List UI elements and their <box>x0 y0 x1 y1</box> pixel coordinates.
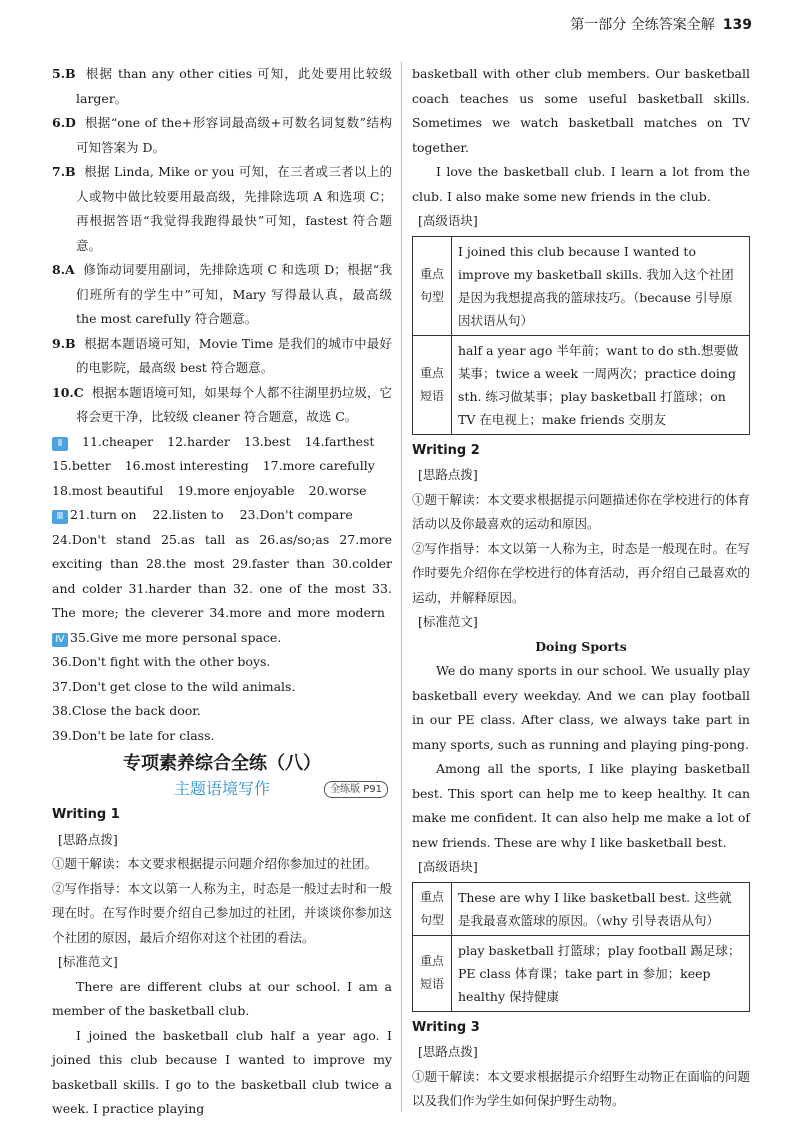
writing3-title: Writing 3 <box>412 1019 480 1035</box>
table-row <box>413 335 750 434</box>
essay-title: Doing Sports <box>535 638 627 654</box>
writing1-title: Writing 1 <box>52 807 120 822</box>
writing3-tip-1: ①题干解读：本文要求根据提示介绍野生动物正在面临的问题以及我们作为学生如何保护野生动物。 <box>412 1068 750 1108</box>
part4-line-39: 39.Don't be late for class. <box>52 727 215 743</box>
table-value: I joined this club because I wanted to improve my basketball skills. 我加入这个社团是因为我想提高我的篮球技巧。（because 引导原因状语从句） <box>452 236 750 335</box>
part4-badge: Ⅳ <box>52 633 68 647</box>
answer-item-5: 5.B 根据 than any other cities 可知，此处要用比较级 larger。 <box>52 66 392 106</box>
table-value: play basketball 打篮球；play football 踢足球；PE class 体育课；take part in 参加；keep healthy 保持健康 <box>452 935 750 1011</box>
writing1-advanced-label: [高级语块] <box>418 213 478 228</box>
right-column <box>412 62 750 1114</box>
table-row <box>413 935 750 1011</box>
writing1-para-1: There are different clubs at our school. I am a member of the basketball club. <box>52 978 392 1018</box>
part4-line-35: Ⅳ 35.Give me more personal space. <box>52 626 392 651</box>
part2-row-1: Ⅱ 11.cheaper 12.harder 13.best 14.farthest <box>52 430 392 455</box>
answer-item-6: 6.D 根据“one of the+形容词最高级+可数名词复数”结构可知答案为 D。 <box>52 115 392 155</box>
page-header <box>570 14 752 34</box>
part3-line-2: 24.Don't stand 25.as tall as 26.as/so;as 27.more exciting than 28.the most 29.faster than 30.colder and colder 31.harder than 32. one of the most 33. The more; the cleverer 34.more and more modern <box>52 531 392 620</box>
table-key: 重点句型 <box>413 236 452 335</box>
writing2-phrase-table <box>412 882 750 1012</box>
writing1-tip-1: ①题干解读：本文要求根据提示问题介绍你参加过的社团。 <box>52 856 378 871</box>
table-value: These are why I like basketball best. 这些就是我最喜欢篮球的原因。（why 引导表语从句） <box>452 882 750 935</box>
writing2-tip-1: ①题干解读：本文要求根据提示问题描述你在学校进行的体育活动以及你最喜欢的运动和原因。 <box>412 491 750 531</box>
part3-line-1: Ⅲ 21.turn on 22.listen to 23.Don't compare <box>52 503 392 528</box>
table-row <box>413 882 750 935</box>
section-title: 专项素养综合全练（八） <box>123 753 321 774</box>
part3-badge: Ⅲ <box>52 510 68 524</box>
writing2-title: Writing 2 <box>412 442 480 458</box>
answer-item-8: 8.A 修饰动词要用副词，先排除选项 C 和选项 D；根据“我们班所有的学生中”可知，Mary 写得最认真，最高级 the most carefully 符合题意。 <box>52 262 392 326</box>
part2-badge: Ⅱ <box>52 437 68 451</box>
writing2-advanced-label: [高级语块] <box>418 859 478 874</box>
writing3-tips-label: [思路点拨] <box>418 1044 478 1059</box>
part2-row-3: 18.most beautiful 19.more enjoyable 20.worse <box>52 482 367 498</box>
writing1-phrase-table <box>412 236 750 435</box>
sub-title: 主题语境写作 全练版 P91 <box>52 777 392 802</box>
page-number: 139 <box>722 17 752 33</box>
answer-item-9: 9.B 根据本题语境可知，Movie Time 是我们的城市中最好的电影院，最高级 best 符合题意。 <box>52 335 392 375</box>
part4-line-36: 36.Don't fight with the other boys. <box>52 654 271 669</box>
writing1-tip-2: ②写作指导：本文以第一人称为主，时态是一般过去时和一般现在时。在写作时要介绍自己参加过的社团，并谈谈你参加这个社团的原因，最后介绍你对这个社团的看法。 <box>52 880 392 945</box>
left-column <box>52 62 392 1122</box>
table-row <box>413 236 750 335</box>
table-key: 重点短语 <box>413 335 452 434</box>
writing2-tips-label: [思路点拨] <box>418 467 478 482</box>
table-key: 重点短语 <box>413 935 452 1011</box>
part4-line-37: 37.Don't get close to the wild animals. <box>52 678 296 694</box>
writing1-para-3: I love the basketball club. I learn a lot from the club. I also make some new friends in the club. <box>412 164 750 204</box>
reference-badge: 全练版 P91 <box>324 781 388 798</box>
header-section: 第一部分 全练答案全解 <box>570 17 715 33</box>
writing1-tips-label: [思路点拨] <box>58 831 118 847</box>
table-key: 重点句型 <box>413 882 452 935</box>
writing1-para-2: I joined the basketball club half a year ago. I joined this club because I wanted to improve my basketball skills. I go to the basketball club twice a week. I practice playing <box>52 1027 392 1116</box>
writing1-continuation: basketball with other club members. Our basketball coach teaches us some useful basketball skills. Sometimes we watch basketball matches on TV together. <box>412 66 750 155</box>
column-divider <box>401 62 402 1112</box>
table-value: half a year ago 半年前；want to do sth.想要做某事；twice a week 一周两次；practice doing sth. 练习做某事；play basketball 打篮球；on TV 在电视上；make friends 交朋友 <box>452 335 750 434</box>
writing1-model-label: [标准范文] <box>58 954 118 969</box>
answer-item-7: 7.B 根据 Linda, Mike or you 可知，在三者或三者以上的人或物中做比较要用最高级，先排除选项 A 和选项 C；再根据答语“我觉得我跑得最快”可知，fastest 符合题意。 <box>52 164 392 253</box>
writing2-para-2: Among all the sports, I like playing basketball best. This sport can help me to keep healthy. It can make me confident. It can also help me make a lot of new friends. These are why I like basketball best. <box>412 761 750 850</box>
part2-row-2: 15.better 16.most interesting 17.more carefully <box>52 458 375 473</box>
part4-line-38: 38.Close the back door. <box>52 703 201 718</box>
writing2-tip-2: ②写作指导：本文以第一人称为主，时态是一般现在时。在写作时要先介绍你在学校进行的体育活动，再介绍自己最喜欢的运动，并解释原因。 <box>412 540 750 605</box>
writing2-para-1: We do many sports in our school. We usually play basketball every weekday. And we can play football in our PE class. After class, we always take part in many sports, such as running and playing ping-pong. <box>412 663 750 752</box>
answer-item-10: 10.C 根据本题语境可知，如果每个人都不往湖里扔垃圾，它将会更干净，比较级 cleaner 符合题意，故选 C。 <box>52 384 392 424</box>
writing2-model-label: [标准范文] <box>418 614 478 629</box>
